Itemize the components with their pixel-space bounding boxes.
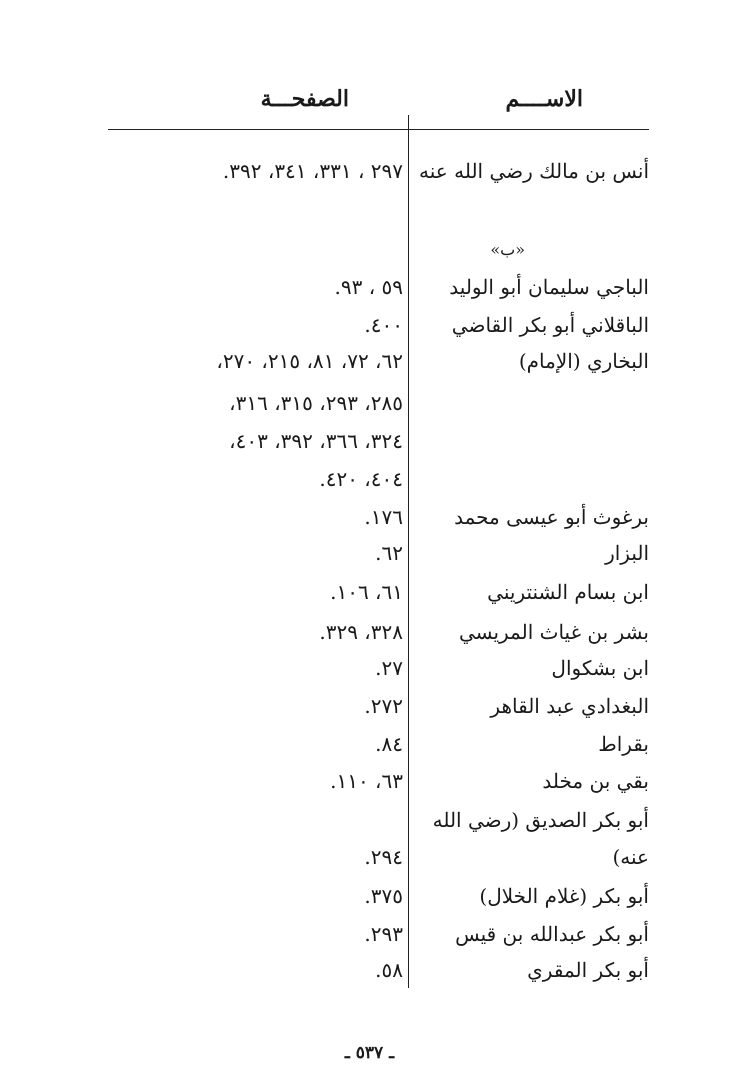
entry-name: أبو بكر الصديق (رضي الله [432, 808, 649, 832]
entry-name: أبو بكر المقري [527, 958, 649, 982]
entry-name: بشر بن غياث المريسي [458, 620, 649, 644]
entry-pages: ٦٣، ١١٠. [330, 769, 403, 793]
entry-pages: ٨٤. [375, 732, 403, 756]
entry-pages: ٢٨٥، ٢٩٣، ٣١٥، ٣١٦، [229, 391, 403, 415]
entry-name: أبو بكر عبدالله بن قيس [455, 922, 649, 946]
entry-pages: ٣٢٤، ٣٦٦، ٣٩٢، ٤٠٣، [229, 429, 403, 453]
entry-name: ابن بشكوال [551, 656, 649, 680]
entry-name: أنس بن مالك رضي الله عنه [419, 159, 649, 183]
entry-name: أبو بكر (غلام الخلال) [479, 884, 649, 908]
page-number: ـ ٥٣٧ ـ [344, 1043, 395, 1063]
entry-pages: ٥٩ ، ٩٣. [334, 275, 403, 299]
entry-pages: ٢٧٢. [364, 694, 403, 718]
entry-pages: ٥٨. [375, 958, 403, 982]
entry-pages: ٣٢٨، ٣٢٩. [319, 620, 403, 644]
entry-name: الباجي سليمان أبو الوليد [449, 275, 649, 299]
entry-pages: ٢٩٣. [364, 922, 403, 946]
entry-pages: ٢٩٧ ، ٣٣١، ٣٤١، ٣٩٢. [222, 159, 403, 183]
entry-name: الباقلاني أبو بكر القاضي [451, 313, 649, 337]
entry-pages: ٤٠٤، ٤٢٠. [319, 467, 403, 491]
entry-pages: ٣٧٥. [364, 884, 403, 908]
header-divider [108, 129, 649, 130]
entry-name: بقي بن مخلد [542, 769, 649, 793]
entry-name: البغدادي عبد القاهر [490, 694, 649, 718]
name-column-header: الاســــم [505, 86, 583, 112]
entry-pages: ٤٠٠. [364, 313, 403, 337]
entry-name: البخاري (الإمام) [518, 349, 649, 373]
entry-pages: ٦١، ١٠٦. [330, 580, 403, 604]
entry-name: ابن بسام الشنتريني [487, 580, 649, 604]
pages-column-header: الصفحـــة [260, 86, 349, 112]
entry-name: بقراط [598, 732, 649, 756]
section-letter: «ب» [490, 240, 525, 259]
entry-pages: ١٧٦. [364, 505, 403, 529]
entry-pages: ٢٩٤. [364, 845, 403, 869]
entry-pages: ٦٢. [375, 541, 403, 565]
entry-name: عنه) [612, 845, 649, 869]
entry-pages: ٦٢، ٧٢، ٨١، ٢١٥، ٢٧٠، [216, 349, 403, 373]
column-divider [408, 115, 409, 988]
entry-name: برغوث أبو عيسى محمد [454, 505, 649, 529]
entry-pages: ٢٧. [375, 656, 403, 680]
entry-name: البزار [605, 541, 649, 565]
